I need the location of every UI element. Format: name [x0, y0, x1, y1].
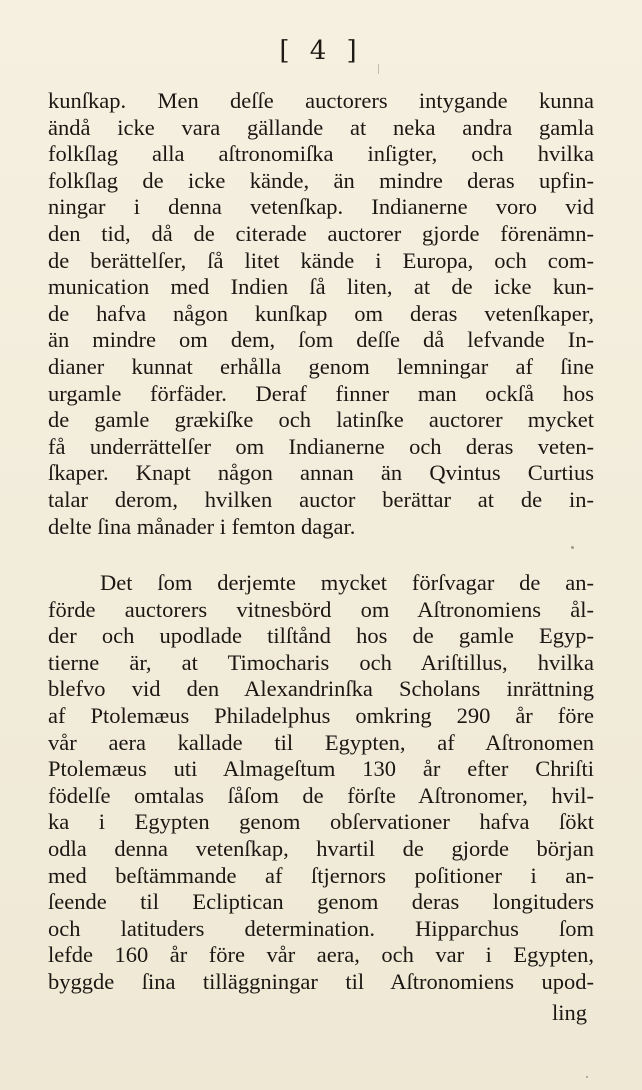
text-line: de hafva någon kunſkap om deras vetenſkaper,	[48, 300, 594, 326]
text-line: delte ſina månader i femton dagar.	[48, 513, 356, 539]
text-line: ſeende til Ecliptican genom deras longituders	[48, 889, 594, 915]
text-line: ſkaper. Knapt någon annan än Qvintus Curtius	[48, 460, 594, 486]
text-line: talar derom, hvilken auctor berättar at de in-	[48, 486, 594, 512]
text-line: odla denna vetenſkap, hvartil de gjorde början	[48, 835, 594, 861]
text-line: munication med Indien ſå liten, at de icke kun-	[48, 274, 594, 300]
text-line: med beſtämmande af ſtjernors poſitioner i an-	[48, 862, 594, 888]
catchword: ling	[551, 1000, 587, 1025]
page-number: [ 4 ]	[279, 36, 363, 66]
text-line: tierne är, at Timocharis och Ariſtillus, hvilka	[48, 649, 594, 675]
text-line: födelſe omtalas ſåſom de förſte Aſtronomer, hvil-	[48, 782, 594, 808]
text-line: lefde 160 år före vår aera, och var i Egypten,	[48, 942, 594, 968]
text-line: ka i Egypten genom obſervationer hafva ſökt	[48, 809, 594, 835]
text-line: ändå icke vara gällande at neka andra gamla	[48, 114, 594, 140]
text-line: de berättelſer, ſå litet kände i Europa, och com-	[48, 247, 594, 273]
paragraph-2	[48, 570, 594, 996]
text-line: den tid, då de citerade auctorer gjorde förenämn-	[48, 220, 594, 246]
text-line: blefvo vid den Alexandrinſka Scholans inrättning	[48, 676, 594, 702]
text-line: ningar i denna vetenſkap. Indianerne voro vid	[48, 194, 594, 220]
ink-speck	[586, 1076, 588, 1078]
ink-speck	[378, 64, 379, 74]
text-line: än mindre om dem, ſom deſſe då lefvande In-	[48, 327, 594, 353]
text-line: Det ſom derjemte mycket förſvagar de an-	[100, 570, 594, 595]
text-line: af Ptolemæus Philadelphus omkring 290 år före	[48, 702, 594, 728]
paragraph-1	[48, 88, 594, 540]
text-line: dianer kunnat erhålla genom lemningar af ſine	[48, 353, 594, 379]
text-line: urgamle förfäder. Deraf finner man ockſå hos	[48, 380, 594, 406]
text-line: få underrättelſer om Indianerne och deras veten-	[48, 433, 594, 459]
text-line: byggde ſina tilläggningar til Aſtronomiens upod-	[48, 968, 594, 994]
text-line: der och upodlade tilſtånd hos de gamle Egyp-	[48, 623, 594, 649]
text-line: vår aera kallade til Egypten, af Aſtronomen	[48, 729, 594, 755]
text-line: folkſlag de icke kände, än mindre deras upfin-	[48, 167, 594, 193]
text-line: kunſkap. Men deſſe auctorers intygande kunna	[48, 88, 594, 113]
text-line: och latituders determination. Hipparchus ſom	[48, 915, 594, 941]
text-line: Ptolemæus uti Almageſtum 130 år efter Chriſti	[48, 756, 594, 782]
ink-speck	[571, 546, 574, 549]
text-line: folkſlag alla aſtronomiſka inſigter, och hvilka	[48, 141, 594, 167]
text-line: förde auctorers vitnesbörd om Aſtronomiens ål-	[48, 596, 594, 622]
text-line: de gamle grækiſke och latinſke auctorer mycket	[48, 407, 594, 433]
